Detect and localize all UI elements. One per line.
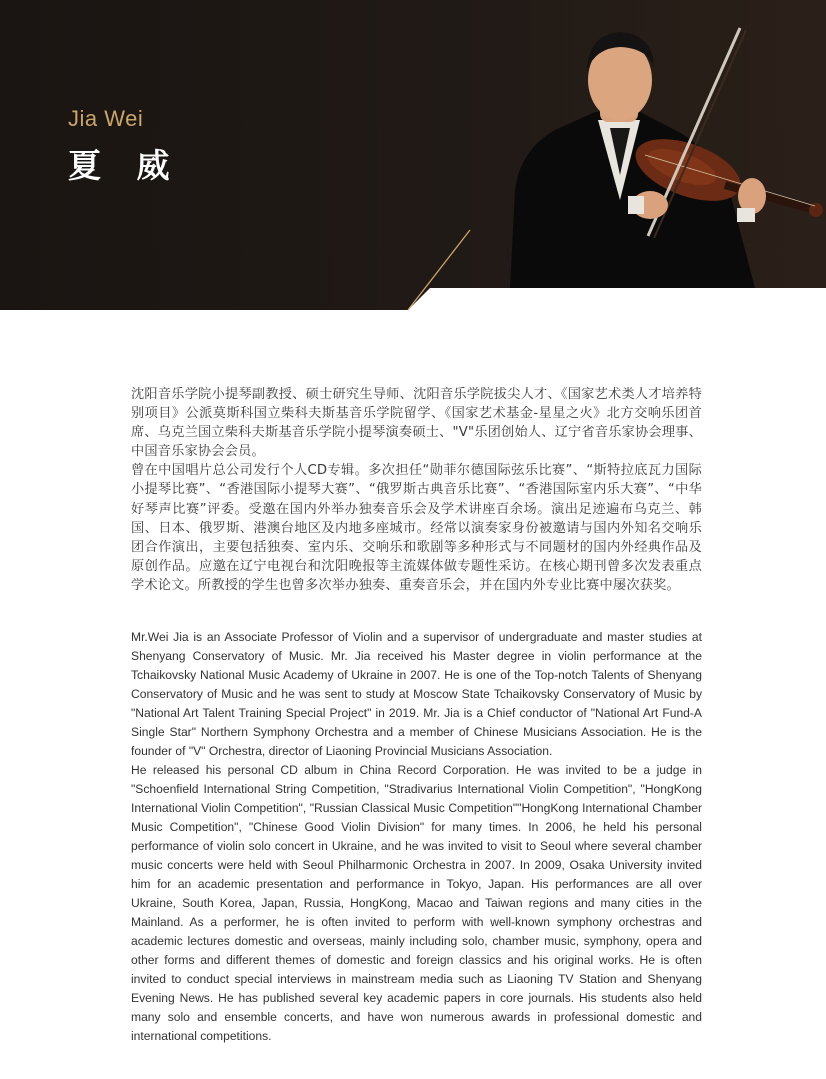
biography-chinese [131, 385, 702, 595]
bio-en-paragraph: Mr.Wei Jia is an Associate Professor of Violin and a supervisor of undergraduate and master studies at Shenyang Conservatory of Music. Mr. Jia received his Master degree in violin performance at the Tchaikovsky National Music Academy of Ukraine in 2007. He is one of the Top-notch Talents of Shenyang Conservatory of Music and he was sent to study at Moscow State Tchaikovsky Conservatory of Music by "National Art Talent Training Special Project" in 2019. Mr. Jia is a Chief conductor of "National Art Fund-A Single Star" Northern Symphony Orchestra and a member of Chinese Musicians Association. He is the founder of "V" Orchestra, director of Liaoning Provincial Musicians Association. [131, 630, 702, 758]
bio-en-paragraph: He released his personal CD album in China Record Corporation. He was invited to be a judge in "Schoenfield International String Competition, "Stradivarius International Violin Competition", "HongKong International Violin Competition", "Russian Classical Music Competition""HongKong International Chamber Music Competition", "Chinese Good Violin Division" for many times. In 2006, he held his personal performance of violin solo concert in Ukraine, and he was invited to visit to Seoul where several chamber music concerts were held with Seoul Philharmonic Orchestra in 2007. In 2009, Osaka University invited him for an academic presentation and performance in Tokyo, Japan. His performances are all over Ukraine, South Korea, Japan, Russia, HongKong, Macao and Taiwan regions and many cities in the Mainland. As a performer, he is often invited to perform with well-known symphony orchestras and academic lectures domestic and overseas, mainly including solo, chamber music, symphony, opera and other forms and different themes of domestic and foreign classics and his original works. He is often invited to conduct special interviews in mainstream media such as Liaoning TV Station and Shenyang Evening News. He has published several key academic papers in core journals. His students also held many solo and ensemble concerts, and have won numerous awards in professional domestic and international competitions. [131, 763, 702, 1043]
header-banner [0, 0, 826, 310]
bio-cn-paragraph: 曾在中国唱片总公司发行个人CD专辑。多次担任“勋菲尔德国际弦乐比赛”、“斯特拉底瓦力国际小提琴比赛”、“香港国际小提琴大赛”、“俄罗斯古典音乐比赛”、“香港国际室内乐大赛”、“中华好琴声比赛”评委。受邀在国内外举办独奏音乐会及学术讲座百余场。演出足迹遍布乌克兰、韩国、日本、俄罗斯、港澳台地区及内地多座城市。经常以演奏家身份被邀请与国内外知名交响乐团合作演出，主要包括独奏、室内乐、交响乐和歌剧等多种形式与不同题材的国内外经典作品及原创作品。应邀在辽宁电视台和沈阳晚报等主流媒体做专题性采访。在核心期刊曾多次发表重点学术论文。所教授的学生也曾多次举办独奏、重奏音乐会，并在国内外专业比赛中屡次获奖。 [131, 463, 702, 593]
biography-english [131, 628, 702, 1046]
violinist-portrait [470, 0, 826, 288]
bio-cn-paragraph: 沈阳音乐学院小提琴副教授、硕士研究生导师、沈阳音乐学院拔尖人才、《国家艺术类人才培养特别项目》公派莫斯科国立柴科夫斯基音乐学院留学、《国家艺术基金-星星之火》北方交响乐团首席、乌克兰国立柴科夫斯基音乐学院小提琴演奏硕士、"V"乐团创始人、辽宁省音乐家协会理事、中国音乐家协会会员。 [131, 387, 702, 460]
name-chinese: 夏 威 [68, 146, 182, 185]
name-english: Jia Wei [68, 106, 144, 131]
